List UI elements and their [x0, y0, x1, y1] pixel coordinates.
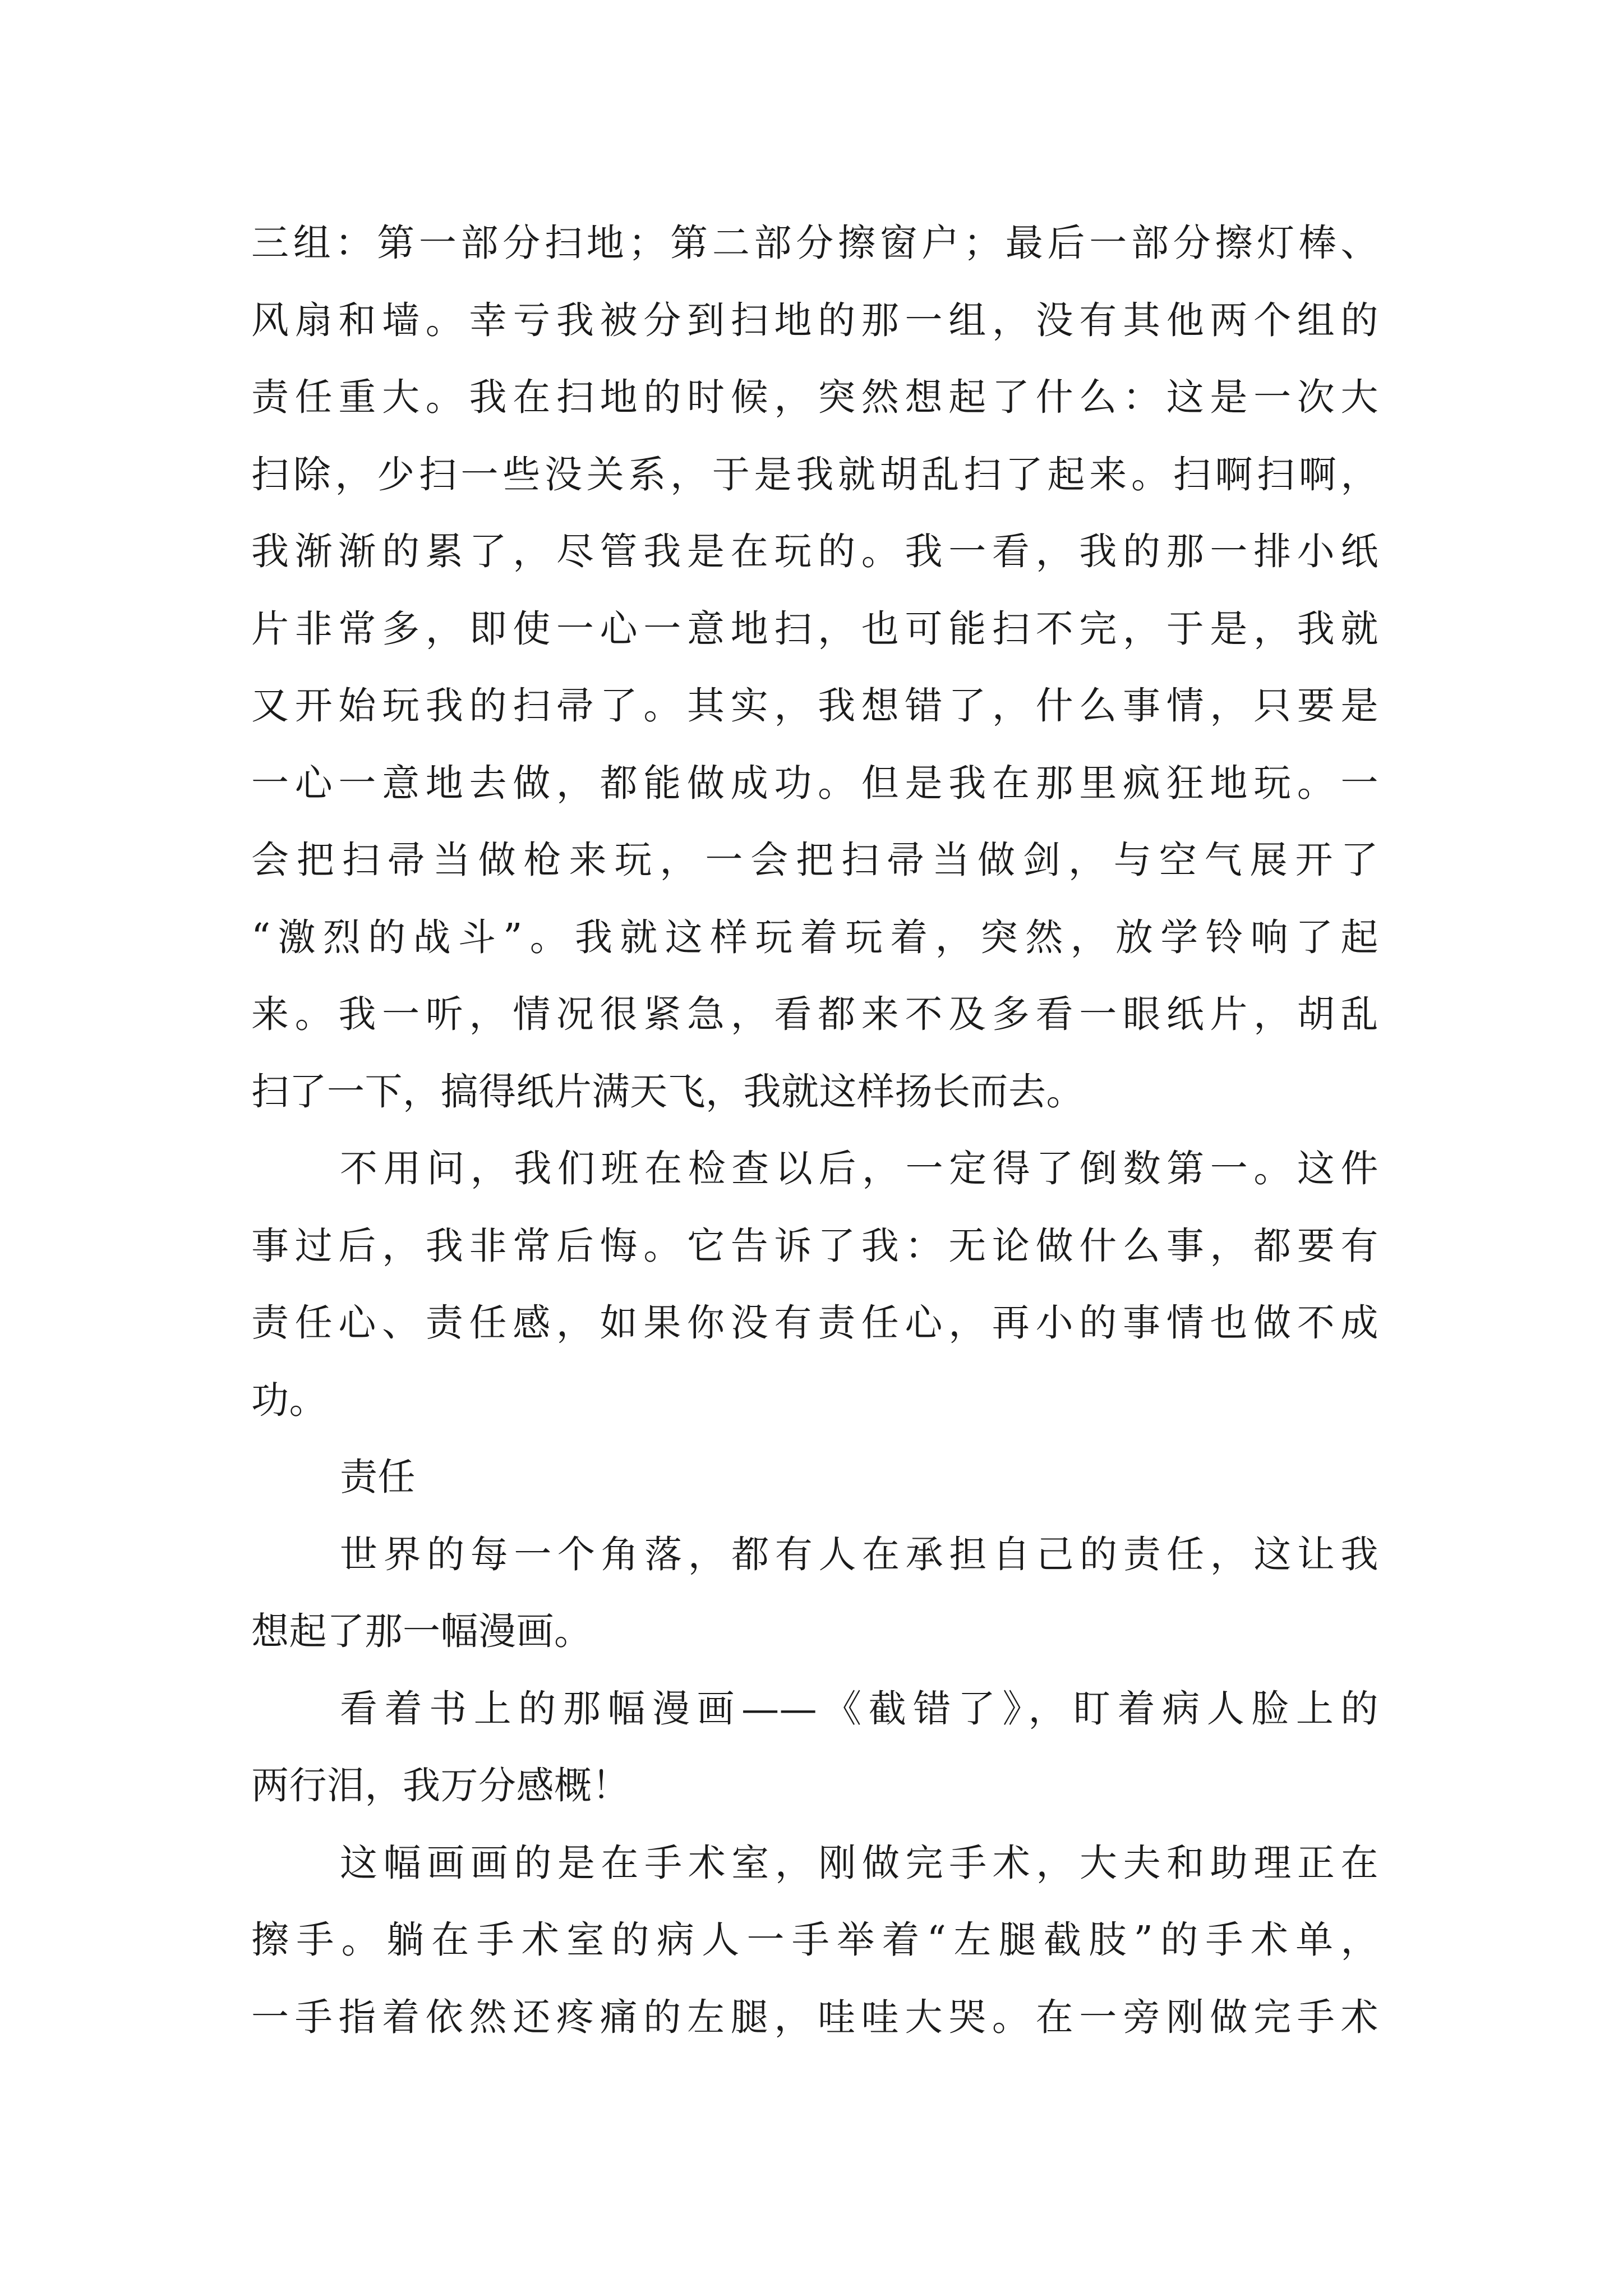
text-line: 一心一意地去做，都能做成功。但是我在那里疯狂地玩。一 [251, 761, 1378, 805]
text-line: 两行泪，我万分感概！ [251, 1764, 630, 1807]
text-line: 功。 [251, 1378, 327, 1422]
text-line: “激烈的战斗”。我就这样玩着玩着，突然，放学铃响了起 [251, 915, 1378, 959]
text-line: 看着书上的那幅漫画——《截错了》，盯着病人脸上的 [340, 1686, 1378, 1731]
text-line: 世界的每一个角落，都有人在承担自己的责任，这让我 [340, 1532, 1378, 1576]
heading-text: 责任 [340, 1455, 416, 1499]
paragraph-description [251, 1825, 1378, 2056]
text-line: 三组：第一部分扫地；第二部分擦窗户；最后一部分擦灯棒、 [251, 221, 1378, 265]
text-line: 我渐渐的累了，尽管我是在玩的。我一看，我的那一排小纸 [251, 530, 1378, 573]
paragraph-intro [251, 1516, 1378, 1671]
paragraph-comic [251, 1671, 1378, 1825]
text-line: 责任心、责任感，如果你没有责任心，再小的事情也做不成 [251, 1301, 1378, 1345]
text-line: 片非常多，即使一心一意地扫，也可能扫不完，于是，我就 [251, 606, 1378, 651]
text-line: 扫了一下，搞得纸片满天飞，我就这样扬长而去。 [251, 1069, 1084, 1114]
text-line: 这幅画画的是在手术室，刚做完手术，大夫和助理正在 [340, 1841, 1378, 1885]
text-line: 又开始玩我的扫帚了。其实，我想错了，什么事情，只要是 [251, 684, 1378, 728]
section-heading [251, 1439, 1378, 1516]
paragraph-conclusion [251, 1130, 1378, 1439]
text-line: 想起了那一幅漫画。 [251, 1609, 592, 1653]
text-line: 一手指着依然还疼痛的左腿，哇哇大哭。在一旁刚做完手术 [251, 1995, 1378, 2039]
text-line: 风扇和墙。幸亏我被分到扫地的那一组，没有其他两个组的 [251, 298, 1378, 342]
text-line: 责任重大。我在扫地的时候，突然想起了什么：这是一次大 [251, 375, 1378, 419]
text-line: 来。我一听，情况很紧急，看都来不及多看一眼纸片，胡乱 [251, 992, 1378, 1036]
text-line: 事过后，我非常后悔。它告诉了我：无论做什么事，都要有 [251, 1223, 1378, 1268]
document-body [251, 205, 1378, 2056]
paragraph-continuation [251, 205, 1378, 1130]
text-line: 不用问，我们班在检查以后，一定得了倒数第一。这件 [340, 1147, 1378, 1190]
text-line: 擦手。躺在手术室的病人一手举着“左腿截肢”的手术单， [251, 1918, 1378, 1962]
text-line: 扫除，少扫一些没关系，于是我就胡乱扫了起来。扫啊扫啊， [251, 452, 1378, 496]
text-line: 会把扫帚当做枪来玩，一会把扫帚当做剑，与空气展开了 [251, 838, 1378, 882]
